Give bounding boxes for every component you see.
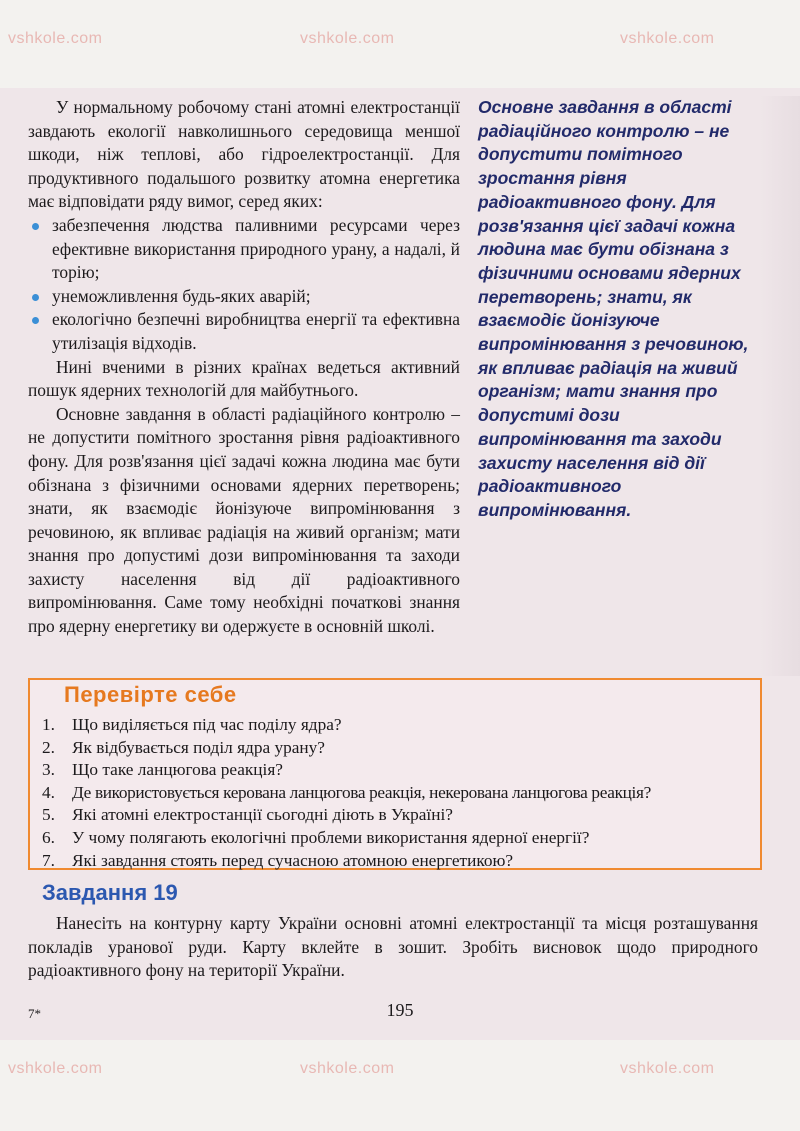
watermark: vshkole.com (8, 1060, 103, 1077)
list-item: екологічно безпечні виробництва енергії та ефективна утилізація відходів. (28, 308, 460, 355)
watermark: vshkole.com (620, 30, 715, 47)
watermark: vshkole.com (300, 30, 395, 47)
paragraph-research: Нині вченими в різних країнах ведеться активний пошук ядерних технологій для майбутнього. (28, 356, 460, 401)
list-item (42, 782, 758, 805)
main-text-column (28, 96, 460, 639)
question-number: 2. (42, 737, 55, 757)
list-item: унеможливлення будь-яких аварій; (28, 285, 460, 309)
list-item: забезпечення людства паливними ресурсами через ефективне використання природного урану, а надалі, й торію; (28, 214, 460, 285)
question-list (42, 714, 758, 872)
question-number: 7. (42, 850, 55, 870)
margin-strip (760, 96, 800, 676)
task-title: Завдання 19 (42, 880, 178, 905)
question-number: 4. (42, 782, 55, 802)
margin-note: Основне завдання в області радіаційного контролю – не допустити помітного зростання рівня радіоактивного фону. Для розв'язання цієї задачі кожна людина має бути обізнана з фізичними основами ядерних перетворень; знати, як взаємодіє йонізуюче випромінювання з речовиною, як впливає радіація на живий організм; мати знання про допустимі дози випромінювання та заходи захисту населення від дії радіоактивного випромінювання. (478, 97, 749, 520)
question-text: Де використовується керована ланцюгова реакція, некерована ланцюгова реакція? (72, 782, 651, 802)
question-text: Як відбувається поділ ядра урану? (72, 737, 325, 757)
page-number: 195 (386, 1000, 414, 1020)
question-number: 1. (42, 715, 55, 734)
question-text: Які завдання стоять перед сучасною атомною енергетикою? (72, 850, 514, 870)
printer-signature: 7* (28, 1006, 41, 1021)
self-check-title: Перевірте себе (64, 682, 237, 707)
task-text: Нанесіть на контурну карту України основні атомні електростанції та місця розташування покладів уранової руди. Карту вклейте в зошит. Зробіть висновок щодо природного радіоактивного фону на території України. (28, 913, 758, 980)
question-text: Що таке ланцюгова реакція? (72, 760, 283, 780)
list-item (42, 759, 758, 782)
watermark: vshkole.com (300, 1060, 395, 1077)
requirements-list (28, 214, 460, 356)
question-number: 5. (42, 805, 55, 825)
question-text: У чому полягають екологічні проблеми використання ядерної енергії? (72, 827, 590, 847)
question-text: Які атомні електростанції сьогодні діють в Україні? (72, 805, 453, 825)
self-check-box (28, 678, 762, 870)
list-item (42, 804, 758, 827)
list-item (42, 737, 758, 760)
list-item (42, 850, 758, 873)
paragraph-intro: У нормальному робочому стані атомні електростанції завдають екології навколишнього середовища меншої шкоди, ніж теплові, або гідроелектростанції. Для продуктивного подальшого розвитку атомна енергетика має відповідати ряду вимог, серед яких: (28, 97, 460, 212)
watermark: vshkole.com (620, 1060, 715, 1077)
question-number: 3. (42, 760, 55, 780)
question-text: Що виділяється під час поділу ядра? (72, 715, 342, 734)
watermark: vshkole.com (8, 30, 103, 47)
list-item (42, 827, 758, 850)
paragraph-radiation-control: Основне завдання в області радіаційного контролю – не допустити помітного зростання рівня радіоактивного фону. Для розв'язання цієї задачі кожна людина має бути обізнана з фізичними основами ядерних перетворень; знати, як взаємодіє йонізуюче випромінювання з речовиною, як впливає радіація на живий організм; мати знання про допустимі дози випромінювання та заходи захисту населення від дії радіоактивного випромінювання. Саме тому необхідні початкові знання про ядерну енергетику ви одержуєте в основній школі. (28, 403, 460, 637)
question-number: 6. (42, 827, 55, 847)
list-item (42, 714, 758, 737)
